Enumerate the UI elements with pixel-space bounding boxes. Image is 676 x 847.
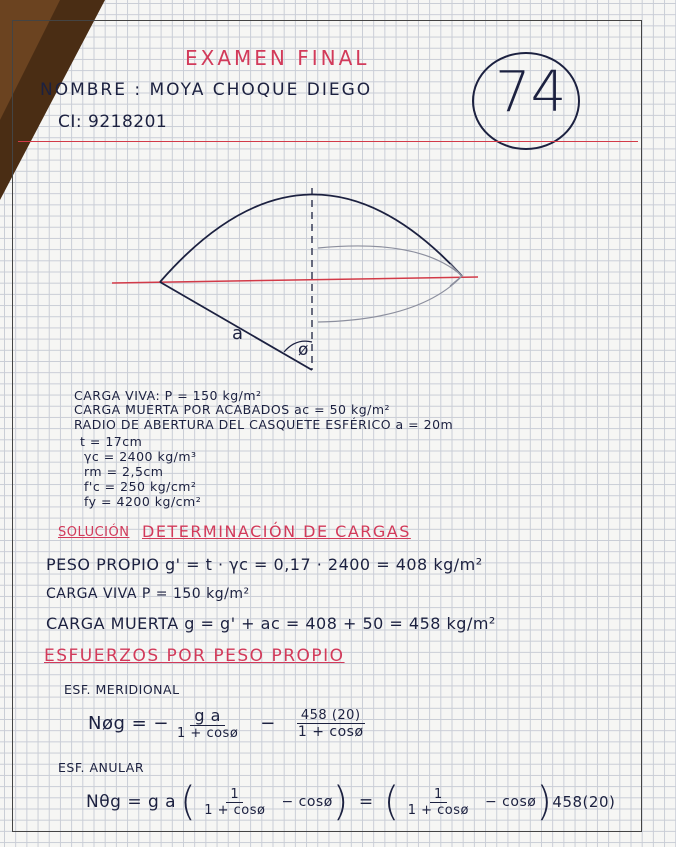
- exam-title: EXAMEN FINAL: [185, 46, 370, 70]
- meridional-equation: [88, 706, 372, 741]
- anular-lhs: Nθg = g a: [86, 792, 177, 812]
- data-line-rm: rm = 2,5cm: [84, 464, 164, 479]
- label-phi: ø: [298, 340, 309, 360]
- anular-equals: =: [358, 792, 374, 812]
- anular-paren-close-1: ): [332, 779, 349, 825]
- meridional-fraction-2: [294, 708, 368, 740]
- meridional-lhs: Nøg = −: [88, 713, 170, 734]
- anular-label: ESF. ANULAR: [58, 760, 144, 775]
- meridional-f1-den: 1 + cosø: [177, 726, 239, 741]
- rotation-arc-lower: [318, 276, 462, 322]
- esfuerzos-heading: ESFUERZOS POR PESO PROPIO: [44, 646, 345, 666]
- rotation-arc-upper: [318, 246, 462, 276]
- anular-fraction-1: [200, 787, 269, 818]
- anular-minus-cos-2: − cosø: [485, 794, 537, 810]
- carga-viva-line: CARGA VIVA P = 150 kg/m²: [46, 586, 250, 602]
- loads-heading: DETERMINACIÓN DE CARGAS: [142, 522, 411, 541]
- horizontal-axis: [112, 277, 478, 283]
- student-name: NOMBRE : MOYA CHOQUE DIEGO: [40, 80, 373, 100]
- peso-propio-line: PESO PROPIO g' = t · γc = 0,17 · 2400 = 408 kg/m²: [46, 555, 483, 574]
- label-a: a: [232, 323, 244, 344]
- anular-paren-open-1: (: [180, 779, 197, 825]
- anular-fraction-2: [404, 787, 473, 818]
- data-line-carga-viva: CARGA VIVA: P = 150 kg/m²: [74, 388, 262, 403]
- anular-f1-num: 1: [226, 787, 243, 803]
- anular-paren-open-2: (: [383, 779, 400, 825]
- rotation-arrow-head: [450, 264, 462, 286]
- meridional-f2-num: 458 (20): [297, 708, 365, 724]
- meridional-fraction-1: [173, 706, 242, 741]
- anular-equation: [86, 779, 616, 825]
- data-line-carga-muerta: CARGA MUERTA POR ACABADOS ac = 50 kg/m²: [74, 402, 391, 417]
- anular-paren-close-2: ): [536, 779, 553, 825]
- data-line-fy: fy = 4200 kg/cm²: [84, 494, 202, 509]
- solution-heading: SOLUCIÓN: [58, 525, 130, 540]
- data-line-radio: RADIO DE ABERTURA DEL CASQUETE ESFÉRICO a = 20m: [74, 417, 454, 432]
- anular-f2-num: 1: [430, 787, 447, 803]
- data-line-fc: f'c = 250 kg/cm²: [84, 479, 197, 494]
- grade-value: 74: [495, 60, 567, 125]
- meridional-label: ESF. MERIDIONAL: [64, 682, 180, 697]
- carga-muerta-line: CARGA MUERTA g = g' + ac = 408 + 50 = 458 kg/m²: [46, 614, 496, 633]
- meridional-f2-den: 1 + cosø: [297, 723, 364, 740]
- data-line-gamma: γc = 2400 kg/m³: [84, 449, 197, 464]
- student-ci: CI: 9218201: [58, 112, 168, 132]
- dome-arc: [160, 194, 462, 282]
- anular-minus-cos-1: − cosø: [281, 794, 333, 810]
- anular-f1-den: 1 + cosø: [204, 802, 266, 818]
- anular-tail: 458(20): [552, 793, 616, 811]
- data-line-t: t = 17cm: [80, 434, 143, 449]
- meridional-f1-num: g a: [190, 706, 225, 726]
- meridional-minus: −: [260, 713, 276, 734]
- anular-f2-den: 1 + cosø: [407, 802, 469, 818]
